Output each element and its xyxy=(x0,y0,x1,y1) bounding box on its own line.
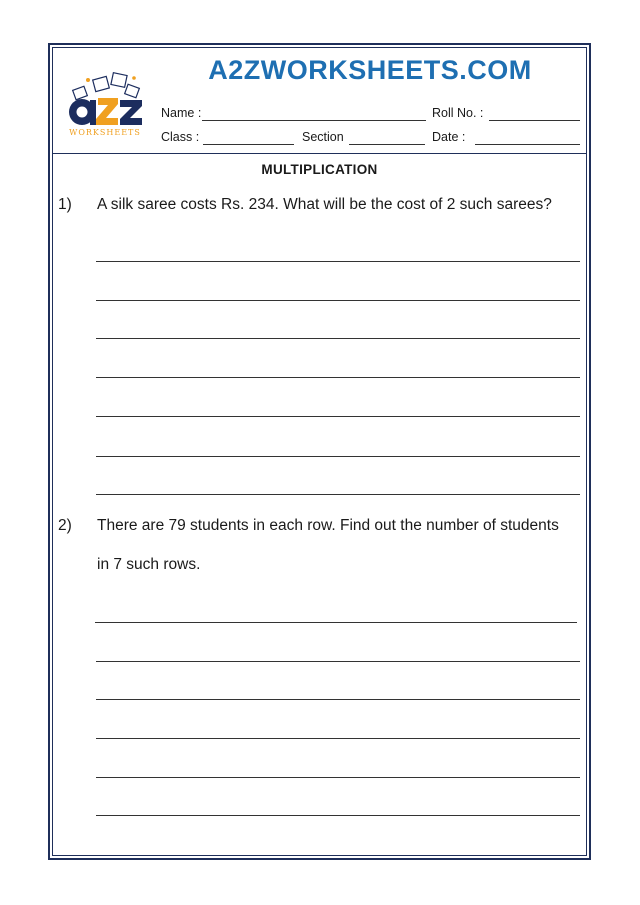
date-field-line[interactable] xyxy=(475,144,580,145)
class-field-line[interactable] xyxy=(203,144,294,145)
answer-line[interactable] xyxy=(96,815,580,816)
answer-line[interactable] xyxy=(96,738,580,739)
logo-papers-icon xyxy=(73,73,140,100)
question-text: A silk saree costs Rs. 234. What will be the cost of 2 such sarees? xyxy=(97,196,552,213)
class-label: Class : xyxy=(161,130,200,144)
worksheet-title: MULTIPLICATION xyxy=(261,162,378,177)
question-text: There are 79 students in each row. Find out the number of students xyxy=(97,517,559,534)
question-text-continued: in 7 such rows. xyxy=(97,556,201,573)
answer-line[interactable] xyxy=(96,377,580,378)
answer-line[interactable] xyxy=(96,661,580,662)
answer-line[interactable] xyxy=(95,622,577,623)
site-title: A2ZWORKSHEETS.COM xyxy=(208,55,532,85)
roll-no-field-line[interactable] xyxy=(489,120,580,121)
answer-line[interactable] xyxy=(96,699,580,700)
answer-line[interactable] xyxy=(96,777,580,778)
name-field-line[interactable] xyxy=(202,120,426,121)
logo-worksheets-text: WORKSHEETS xyxy=(69,128,141,137)
section-field-line[interactable] xyxy=(349,144,425,145)
question-number: 2) xyxy=(58,517,72,534)
name-label: Name : xyxy=(161,106,202,120)
roll-no-label: Roll No. : xyxy=(432,106,484,120)
answer-line[interactable] xyxy=(96,261,580,262)
answer-line[interactable] xyxy=(96,494,580,495)
answer-line[interactable] xyxy=(96,416,580,417)
a2z-logo xyxy=(60,68,150,140)
date-label: Date : xyxy=(432,130,466,144)
answer-line[interactable] xyxy=(96,300,580,301)
section-label: Section xyxy=(302,130,344,144)
question-number: 1) xyxy=(58,196,72,213)
logo-letters xyxy=(69,98,142,125)
answer-line[interactable] xyxy=(96,456,580,457)
answer-line[interactable] xyxy=(96,338,580,339)
header-divider xyxy=(52,153,587,154)
